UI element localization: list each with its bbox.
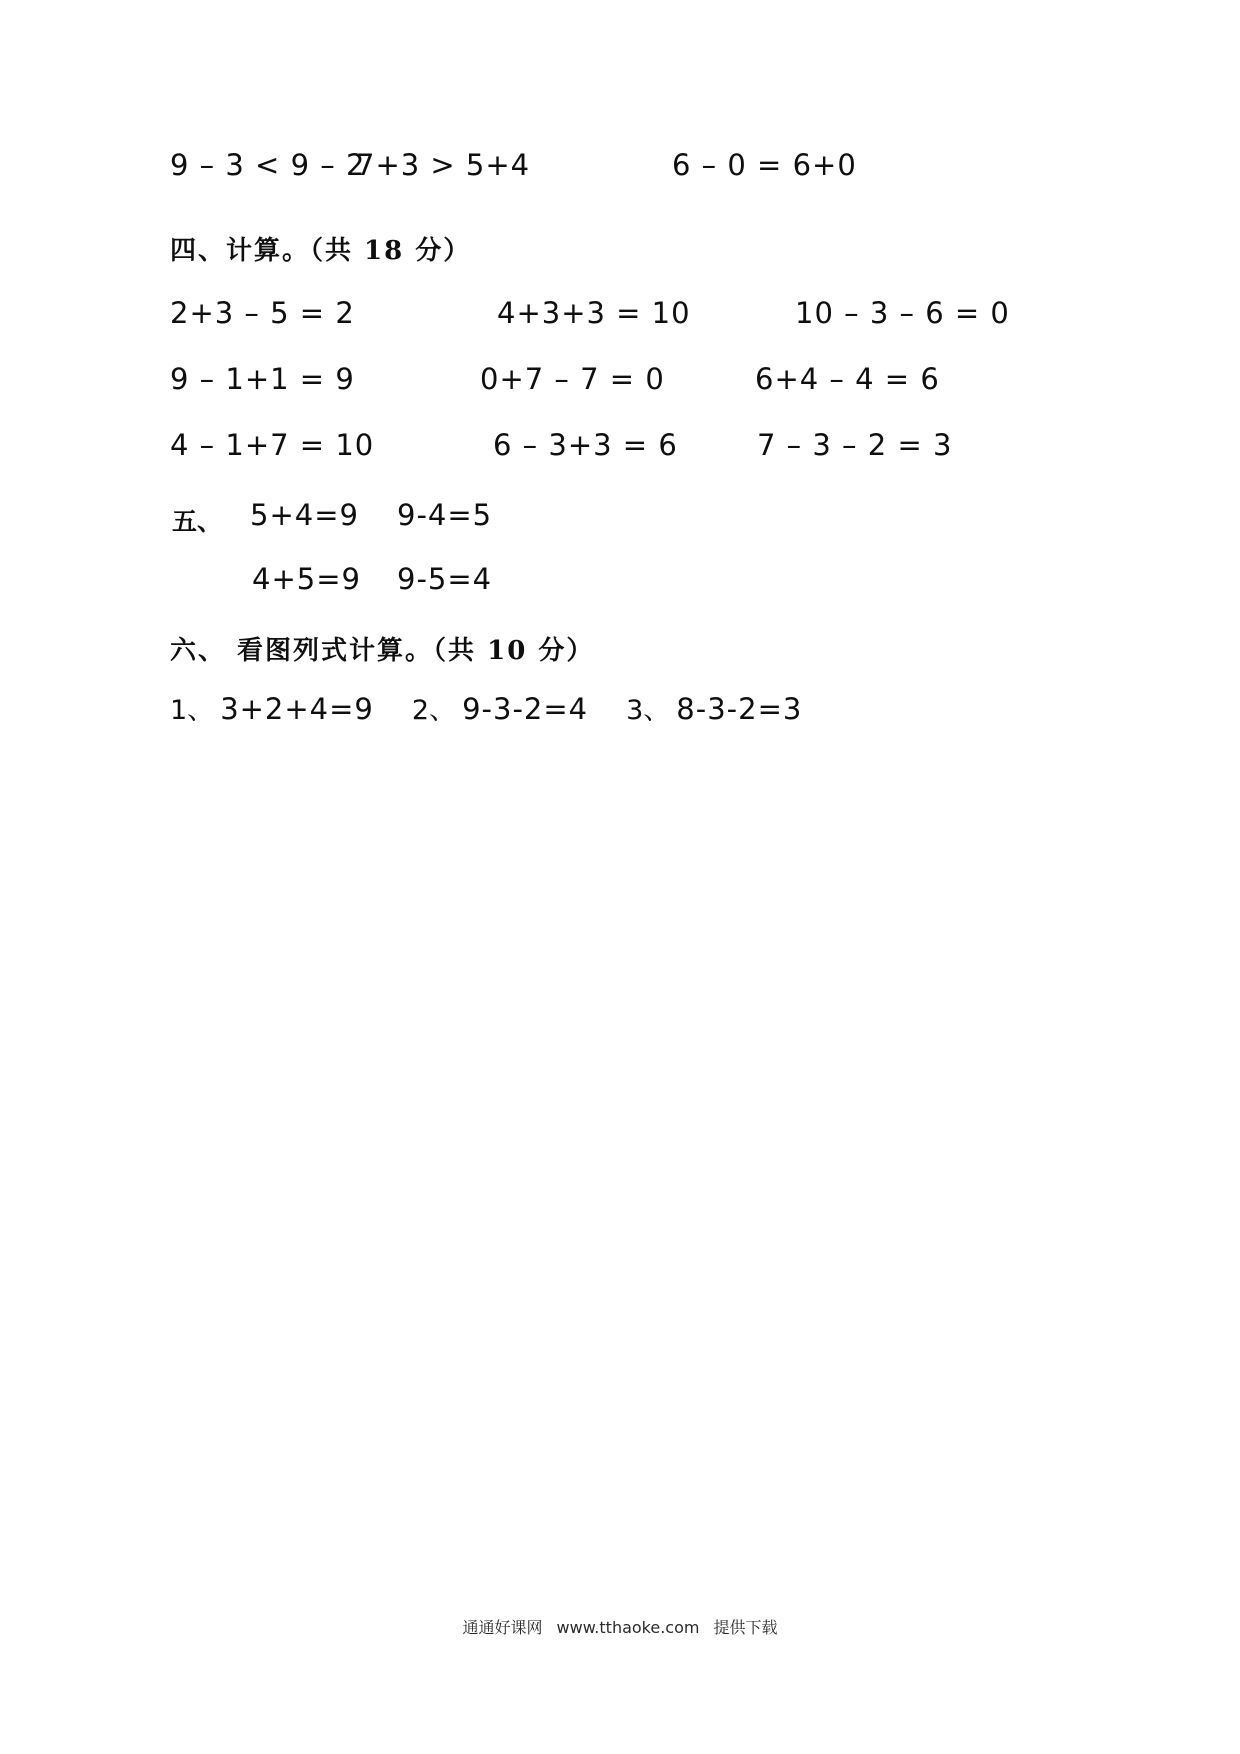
comparison-expression: 9 – 3 < 9 – 2 xyxy=(170,148,366,182)
section-six-heading: 六、 看图列式计算。（共 10 分） xyxy=(170,636,595,666)
section-six-answers xyxy=(170,688,802,727)
page-footer xyxy=(0,1615,1240,1638)
answer-number: 2、 xyxy=(411,695,457,726)
section-four xyxy=(0,230,1240,270)
math-expression: 4+3+3 = 10 xyxy=(497,296,691,330)
math-expression: 9-4=5 xyxy=(397,498,493,532)
math-expression: 7 – 3 – 2 = 3 xyxy=(757,428,953,462)
section-five-line-2 xyxy=(0,562,1240,602)
math-expression: 6 – 3+3 = 6 xyxy=(493,428,678,462)
answer-number: 3、 xyxy=(626,695,671,726)
answer-number: 1、 xyxy=(170,695,215,726)
math-expression: 4+5=9 xyxy=(252,562,361,596)
math-expression: 9-3-2=4 xyxy=(462,692,589,726)
footer-suffix: 提供下载 xyxy=(713,1618,778,1637)
math-expression: 2+3 – 5 = 2 xyxy=(170,296,355,330)
comparison-expression: 6 – 0 = 6+0 xyxy=(672,148,857,182)
math-expression: 3+2+4=9 xyxy=(220,692,374,726)
math-expression: 9-5=4 xyxy=(397,562,493,596)
math-expression: 6+4 – 4 = 6 xyxy=(755,362,940,396)
section-four-row-2 xyxy=(0,362,1240,402)
math-expression: 4 – 1+7 = 10 xyxy=(170,428,375,462)
section-six xyxy=(0,630,1240,670)
section-five-line-1 xyxy=(0,498,1240,538)
math-expression: 8-3-2=3 xyxy=(676,692,803,726)
answer-item xyxy=(170,688,374,727)
math-expression: 10 – 3 – 6 = 0 xyxy=(795,296,1010,330)
math-expression: 9 – 1+1 = 9 xyxy=(170,362,355,396)
answer-item xyxy=(412,688,588,727)
footer-site-name: 通通好课网 xyxy=(462,1618,543,1637)
footer-url: www.tthaoke.com xyxy=(556,1618,700,1637)
answer-item xyxy=(626,688,802,727)
section-four-row-1 xyxy=(0,296,1240,336)
math-expression: 5+4=9 xyxy=(250,498,359,532)
math-expression: 0+7 – 7 = 0 xyxy=(480,362,665,396)
section-four-row-3 xyxy=(0,428,1240,468)
section-four-heading: 四、计算。（共 18 分） xyxy=(170,236,472,266)
section-five-label: 五、 xyxy=(172,507,223,536)
comparison-expression: 7+3 > 5+4 xyxy=(356,148,531,182)
comparison-line xyxy=(0,148,1240,188)
